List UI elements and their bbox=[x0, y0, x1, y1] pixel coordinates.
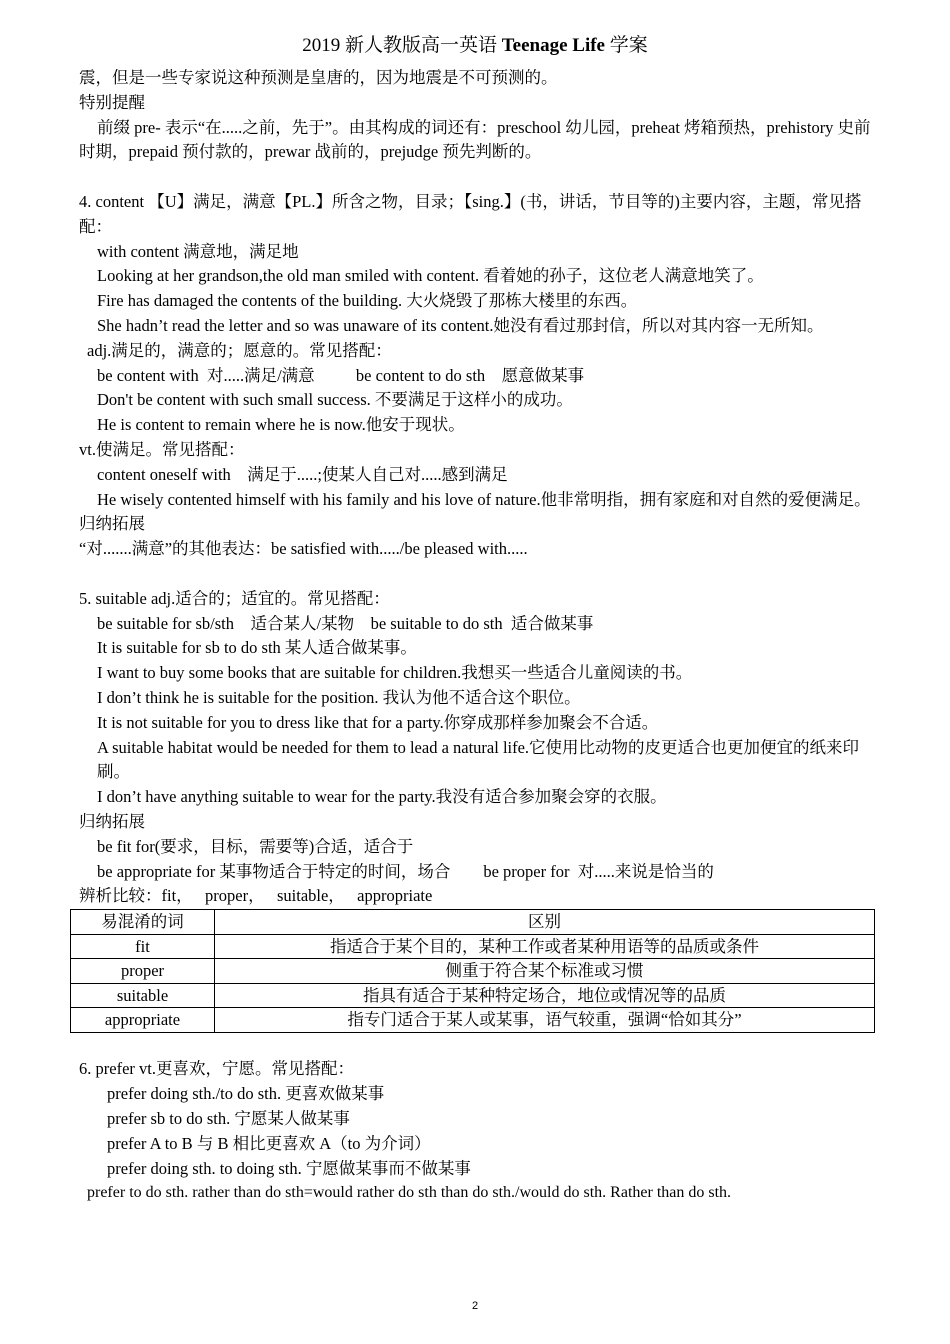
text-line: be content with 对.....满足/满意 be content to do sth 愿意做某事 bbox=[97, 365, 585, 385]
title-prefix: 2019 新人教版高一英语 bbox=[302, 35, 502, 56]
paragraph bbox=[79, 116, 879, 166]
text-line: prefer sb to do sth. 宁愿某人做某事 bbox=[107, 1108, 350, 1128]
table-cell: 指适合于某个目的，某种工作或者某种用语等的品质或条件 bbox=[215, 934, 875, 959]
text-line: be appropriate for 某事物适合于特定的时间，场合 be proper for 对.....来说是恰当的 bbox=[97, 861, 714, 881]
table-cell: 侧重于符合某个标准或习惯 bbox=[215, 959, 875, 984]
spacer bbox=[79, 1033, 879, 1058]
table-row bbox=[71, 959, 875, 984]
text-line: prefer doing sth./to do sth. 更喜欢做某事 bbox=[107, 1084, 385, 1104]
example-line: He wisely contented himself with his family and his love of nature.他非常明指，拥有家庭和对自然的爱便满足。 bbox=[97, 489, 871, 509]
example-line: She hadn’t read the letter and so was unaware of its content.她没有看过那封信，所以对其内容一无所知。 bbox=[97, 315, 824, 335]
section-heading: 归纳拓展 bbox=[79, 514, 145, 534]
example-line: He is content to remain where he is now.他安于现状。 bbox=[97, 415, 465, 435]
text-line: content oneself with 满足于.....;使某人自己对.....感到满足 bbox=[97, 464, 508, 484]
text-line: 震，但是一些专家说这种预测是皇唐的，因为地震是不可预测的。 bbox=[79, 68, 558, 87]
table-cell: suitable bbox=[71, 983, 215, 1008]
section-heading: 特别提醒 bbox=[79, 92, 145, 112]
paragraph-text: 前缀 pre- 表示“在.....之前，先于”。由其构成的词还有：preschool 幼儿园，preheat 烤箱预热，prehistory 史前时期，prepaid 预付款的，prewar 战前的，prejudge 预先判断的。 bbox=[79, 117, 871, 162]
text-line: prefer doing sth. to doing sth. 宁愿做某事而不做某事 bbox=[107, 1158, 471, 1178]
text-line: be suitable for sb/sth 适合某人/某物 be suitable to do sth 适合做某事 bbox=[97, 613, 594, 633]
text-line: prefer A to B 与 B 相比更喜欢 A（to 为介词） bbox=[107, 1133, 431, 1153]
text-line: be fit for(要求，目标，需要等)合适，适合于 bbox=[97, 836, 414, 856]
table-row bbox=[71, 983, 875, 1008]
spacer bbox=[79, 562, 879, 587]
text-line: adj.满足的，满意的；愿意的。常见搭配： bbox=[87, 340, 392, 360]
text-line: prefer to do sth. rather than do sth=would rather do sth than do sth./would do sth. Rather than do sth. bbox=[87, 1184, 732, 1202]
text-line: vt.使满足。常见搭配： bbox=[79, 439, 245, 459]
example-line: It is not suitable for you to dress like that for a party.你穿成那样参加聚会不合适。 bbox=[97, 712, 659, 732]
table-row bbox=[71, 934, 875, 959]
table-cell: appropriate bbox=[71, 1008, 215, 1033]
page-title bbox=[0, 34, 950, 58]
section-heading: 归纳拓展 bbox=[79, 811, 145, 831]
text-line: 辨析比较：fit， proper， suitable， appropriate bbox=[79, 886, 433, 906]
example-line: Don't be content with such small success. 不要满足于这样小的成功。 bbox=[97, 390, 573, 410]
table-header-cell: 区别 bbox=[215, 910, 875, 935]
example-line: I want to buy some books that are suitable for children.我想买一些适合儿童阅读的书。 bbox=[97, 663, 693, 683]
example-line: I don’t think he is suitable for the position. 我认为他不适合这个职位。 bbox=[97, 687, 581, 707]
comparison-table bbox=[70, 909, 875, 1033]
document-body bbox=[79, 66, 879, 1206]
example-line: Looking at her grandson,the old man smiled with content. 看着她的孙子，这位老人满意地笑了。 bbox=[97, 266, 764, 286]
table-header-cell: 易混淆的词 bbox=[71, 910, 215, 935]
entry-heading-content: 4. content 【U】满足，满意【PL.】所含之物，目录；【sing.】(书，讲话，节目等的)主要内容，主题，常见搭配： bbox=[79, 191, 862, 236]
text-line: It is suitable for sb to do sth 某人适合做某事。 bbox=[97, 638, 417, 658]
page-number: 2 bbox=[471, 1300, 479, 1312]
table-cell: proper bbox=[71, 959, 215, 984]
table-cell: 指具有适合于某种特定场合，地位或情况等的品质 bbox=[215, 983, 875, 1008]
example-line: I don’t have anything suitable to wear for the party.我没有适合参加聚会穿的衣服。 bbox=[97, 787, 667, 807]
table-row bbox=[71, 1008, 875, 1033]
text-line: with content 满意地，满足地 bbox=[97, 241, 299, 261]
example-line: Fire has damaged the contents of the building. 大火烧毁了那栋大楼里的东西。 bbox=[97, 291, 638, 311]
entry-heading-suitable: 5. suitable adj.适合的；适宜的。常见搭配： bbox=[79, 588, 390, 608]
table-cell: fit bbox=[71, 934, 215, 959]
entry-heading-prefer: 6. prefer vt.更喜欢，宁愿。常见搭配： bbox=[79, 1059, 354, 1079]
title-bold: Teenage Life bbox=[501, 35, 605, 56]
spacer bbox=[79, 165, 879, 190]
title-suffix: 学案 bbox=[605, 35, 648, 56]
table-header-row bbox=[71, 910, 875, 935]
text-line: “对.......满意”的其他表达：be satisfied with...../be pleased with..... bbox=[79, 539, 528, 559]
table-cell: 指专门适合于某人或某事，语气较重，强调“恰如其分” bbox=[215, 1008, 875, 1033]
example-line: A suitable habitat would be needed for them to lead a natural life.它使用比动物的皮更适合也更加便宜的纸来印刷。 bbox=[97, 737, 860, 782]
